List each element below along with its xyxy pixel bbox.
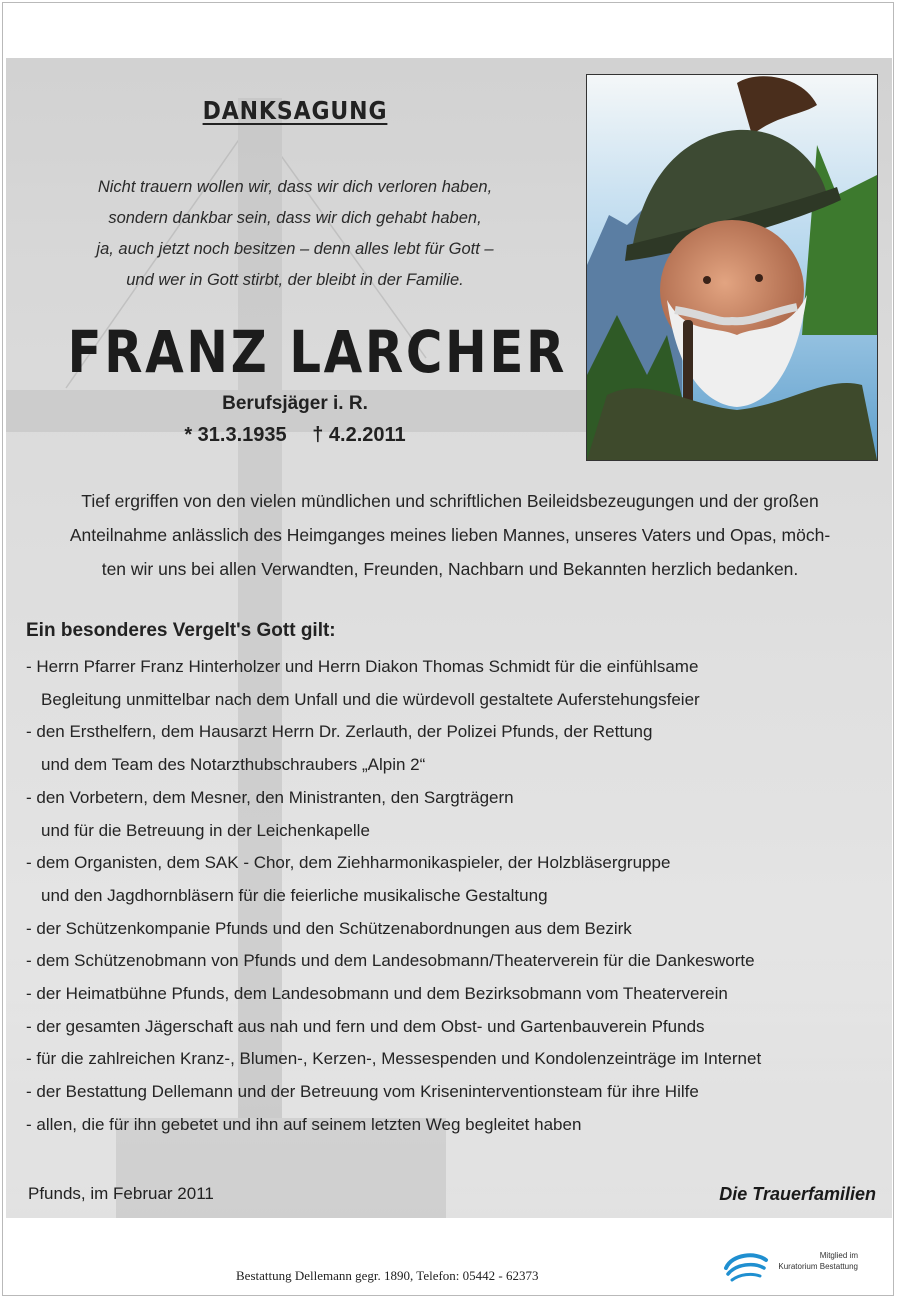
place-and-date: Pfunds, im Februar 2011 — [28, 1184, 214, 1203]
list-item-continuation: und für die Betreuung in der Leichenkapelle — [41, 820, 370, 840]
life-dates — [150, 424, 440, 447]
thanks-paragraph — [22, 484, 878, 586]
membership-label — [778, 1250, 858, 1272]
list-item: - der Bestattung Dellemann und der Betreuung vom Kriseninterventionsteam für ihre Hilfe — [26, 1082, 699, 1102]
page-title: DANKSAGUNG — [202, 96, 388, 125]
deceased-occupation: Berufsjäger i. R. — [222, 393, 368, 414]
verse-line: ja, auch jetzt noch besitzen – denn alles lebt für Gott – — [96, 240, 494, 258]
death-date: † 4.2.2011 — [312, 424, 406, 446]
birth-date: * 31.3.1935 — [184, 424, 287, 446]
list-item: - der gesamten Jägerschaft aus nah und fern und dem Obst- und Gartenbauverein Pfunds — [26, 1016, 705, 1036]
list-item: - allen, die für ihn gebetet und ihn auf seinem letzten Weg begleitet haben — [26, 1114, 582, 1134]
list-item: - den Vorbetern, dem Mesner, den Ministranten, den Sargträgern — [26, 787, 514, 807]
signature: Die Trauerfamilien — [719, 1184, 876, 1204]
kuratorium-logo-icon — [722, 1246, 770, 1286]
list-item: - für die zahlreichen Kranz-, Blumen-, Kerzen-, Messespenden und Kondolenzeinträge im Internet — [26, 1049, 762, 1069]
thanks-line: Tief ergriffen von den vielen mündlichen und schriftlichen Beileidsbezeugungen und der großen — [81, 491, 819, 511]
list-item: - den Ersthelfern, dem Hausarzt Herrn Dr. Zerlauth, der Polizei Pfunds, der Rettung — [26, 722, 653, 742]
deceased-name: FRANZ LARCHER — [67, 318, 567, 386]
portrait-photo — [586, 74, 878, 461]
special-thanks-heading: Ein besonderes Vergelt's Gott gilt: — [26, 620, 336, 641]
list-item-continuation: Begleitung unmittelbar nach dem Unfall und die würdevoll gestaltete Auferstehungsfeier — [41, 689, 700, 709]
list-item: - dem Schützenobmann von Pfunds und dem Landesobmann/Theaterverein für die Dankesworte — [26, 951, 755, 971]
special-thanks-list — [26, 651, 886, 1142]
list-item: - dem Organisten, dem SAK - Chor, dem Ziehharmonikaspieler, der Holzbläsergruppe — [26, 853, 671, 873]
list-item: - Herrn Pfarrer Franz Hinterholzer und Herrn Diakon Thomas Schmidt für die einfühlsame — [26, 657, 699, 676]
membership-line: Mitglied im — [819, 1251, 858, 1260]
memorial-verse — [50, 172, 540, 296]
list-item: - der Schützenkompanie Pfunds und den Schützenabordnungen aus dem Bezirk — [26, 918, 632, 938]
list-item-continuation: und dem Team des Notarzthubschraubers „Alpin 2“ — [41, 755, 426, 775]
membership-line: Kuratorium Bestattung — [778, 1262, 858, 1271]
verse-line: Nicht trauern wollen wir, dass wir dich verloren haben, — [97, 178, 493, 196]
verse-line: und wer in Gott stirbt, der bleibt in der Familie. — [126, 271, 464, 289]
verse-line: sondern dankbar sein, dass wir dich gehabt haben, — [108, 209, 482, 227]
funeral-home-info: Bestattung Dellemann gegr. 1890, Telefon: 05442 - 62373 — [236, 1268, 539, 1283]
thanks-line: Anteilnahme anlässlich des Heimganges meines lieben Mannes, unseres Vaters und Opas, möch- — [69, 525, 831, 545]
thanks-line: ten wir uns bei allen Verwandten, Freunden, Nachbarn und Bekannten herzlich bedanken. — [101, 559, 799, 579]
list-item: - der Heimatbühne Pfunds, dem Landesobmann und dem Bezirksobmann vom Theaterverein — [26, 984, 728, 1004]
list-item-continuation: und den Jagdhornbläsern für die feierliche musikalische Gestaltung — [41, 885, 548, 905]
